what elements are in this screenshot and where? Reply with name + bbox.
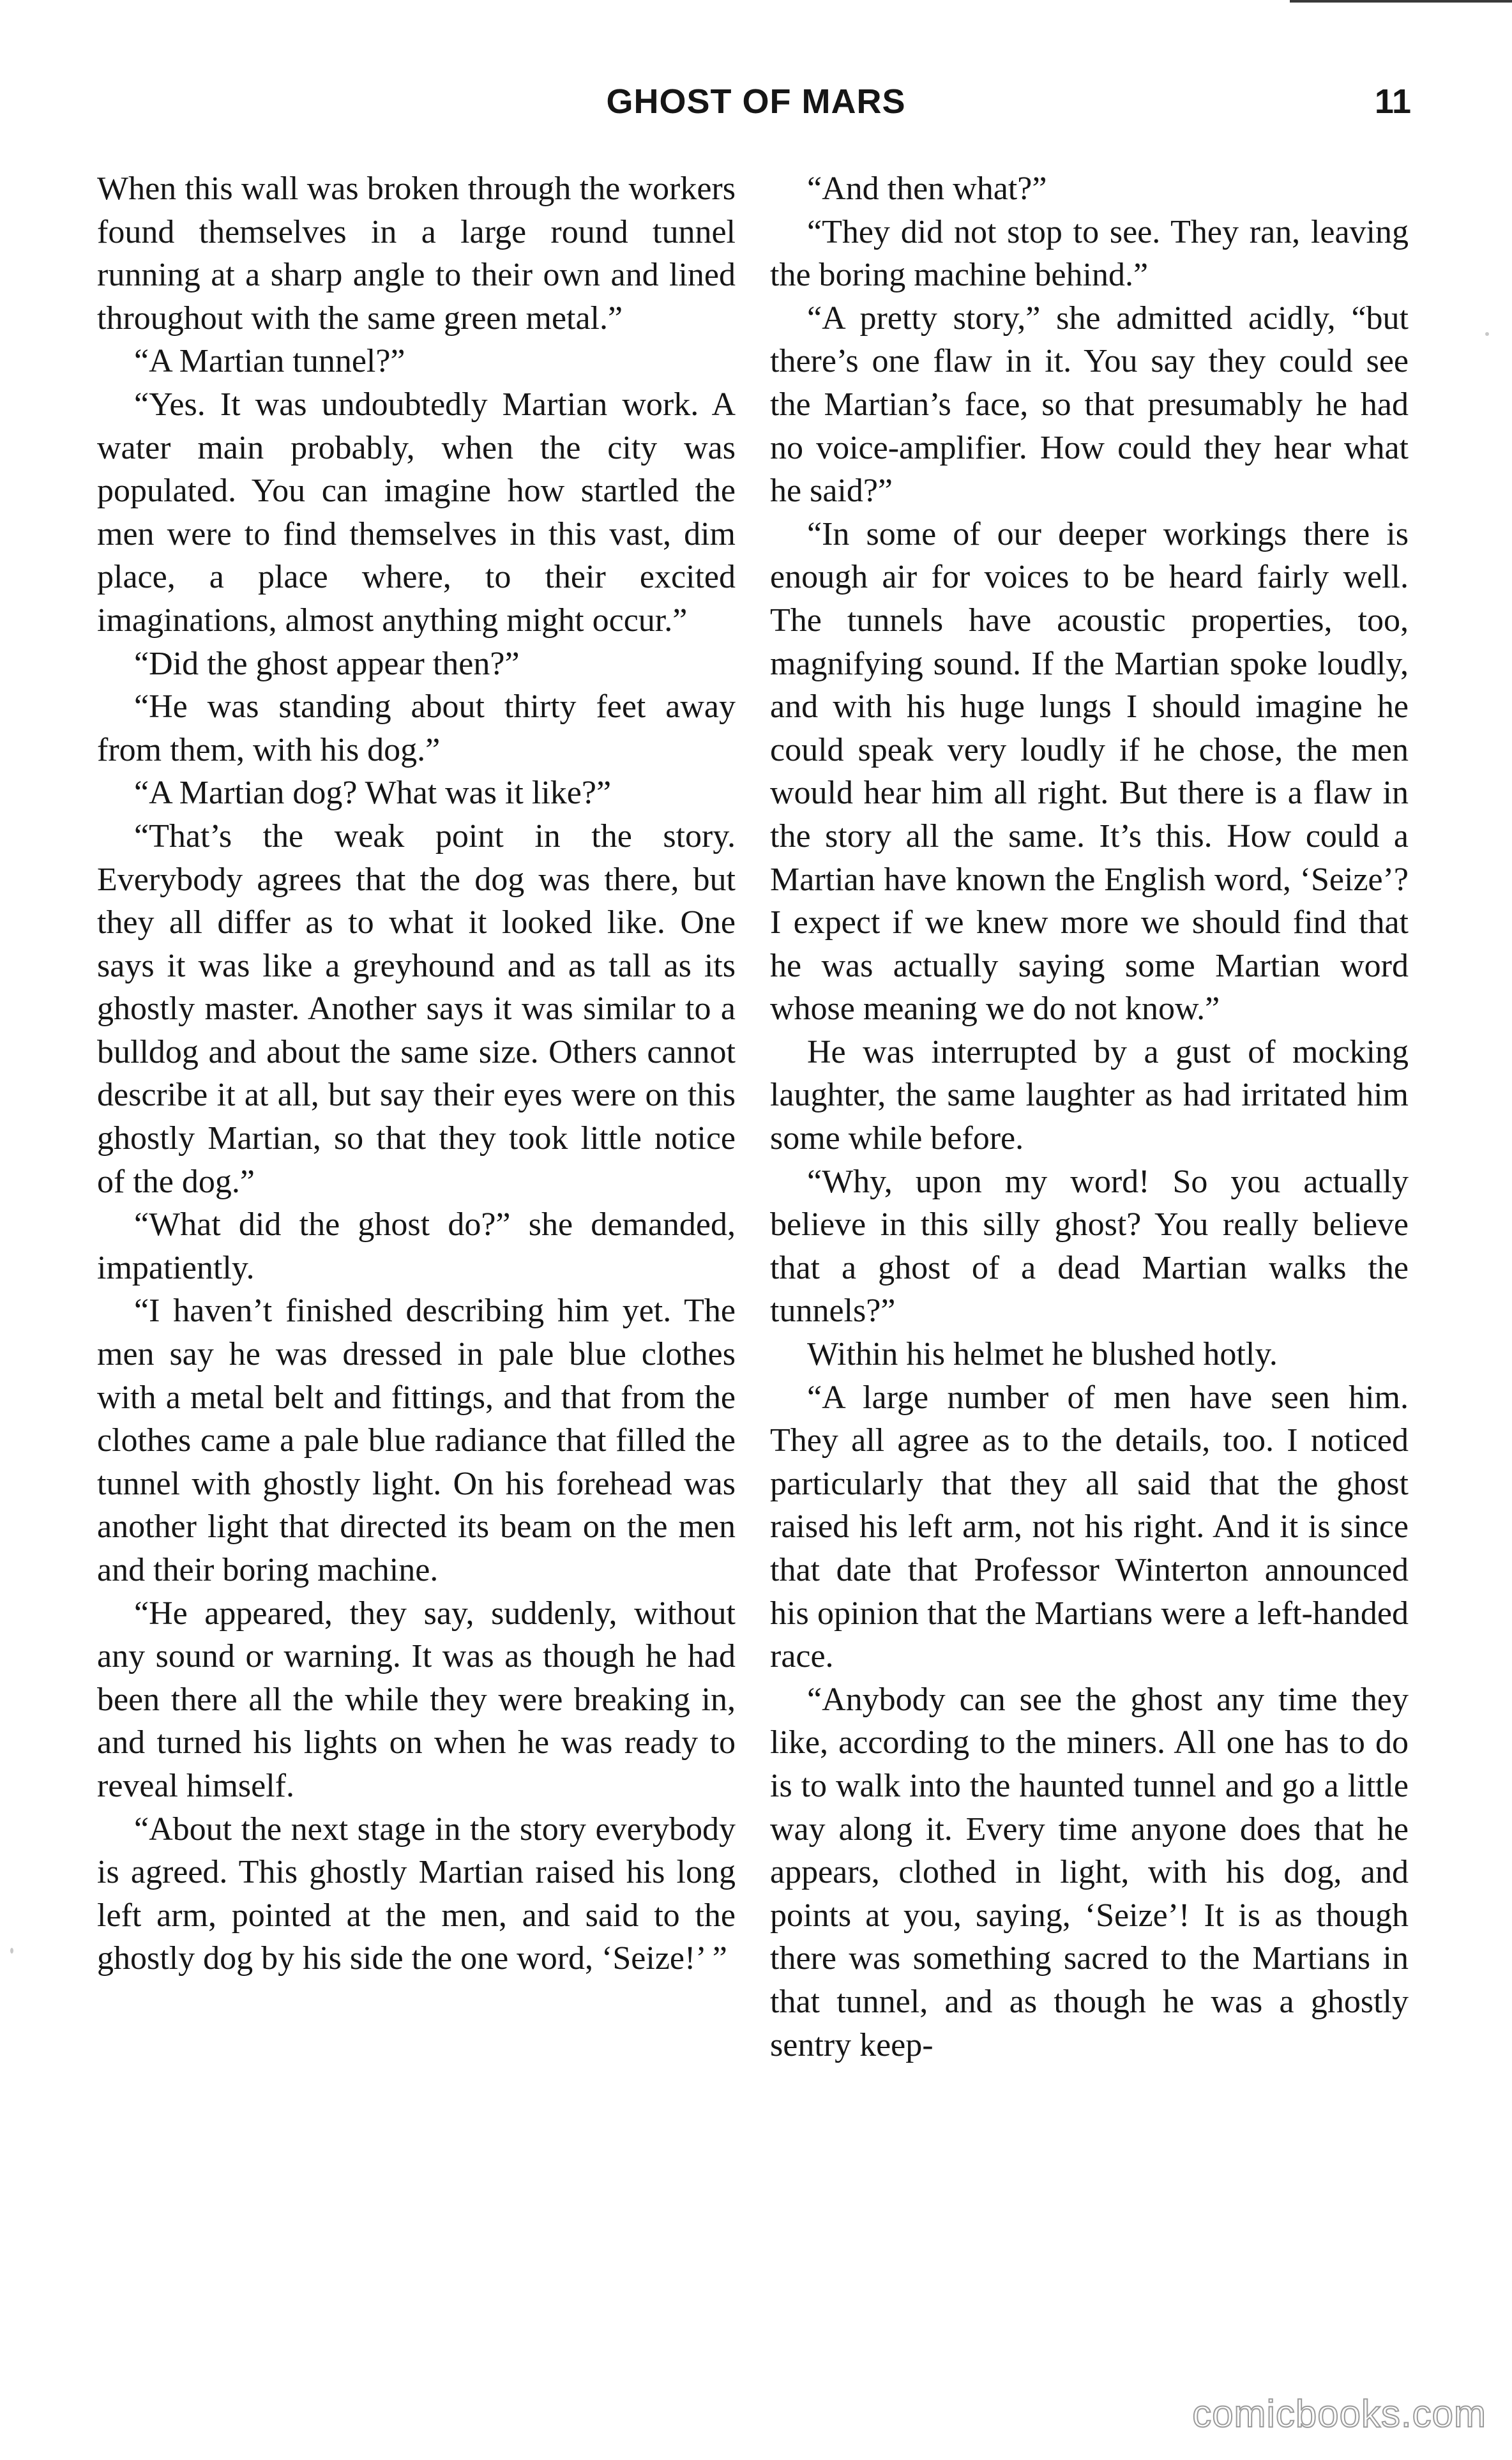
scan-speck — [1485, 332, 1489, 336]
left-column — [97, 167, 736, 1980]
paragraph: Within his helmet he blushed hotly. — [807, 1336, 1278, 1373]
paragraph: “Did the ghost appear then?” — [134, 645, 520, 682]
running-head — [0, 82, 1512, 126]
paragraph: “I haven’t finished describing him yet. The men say he was dressed in pale blue clothes with a metal belt and fittings, and that from the clothes came a pale blue radiance that filled the tunnel with ghostly light. On his forehead was another light that directed its beam on the men and their boring machine. — [97, 1293, 736, 1588]
paragraph: “They did not stop to see. They ran, leaving the boring machine behind.” — [770, 213, 1409, 294]
paragraph: “About the next stage in the story everybody is agreed. This ghostly Martian raised his long left arm, pointed at the men, and said to the ghostly dog by his side the one word, ‘Seize!’ ” — [97, 1811, 736, 1977]
right-column — [770, 167, 1409, 2067]
paragraph: “In some of our deeper workings there is enough air for voices to be heard fairly well. The tunnels have acoustic properties, too, magnifying sound. If the Martian spoke loudly, and with his huge lungs I should imagine he could speak very loudly if he chose, the men would hear him all right. But there is a flaw in the story all the same. It’s this. How could a Martian have known the English word, ‘Seize’? I expect if we knew more we should find that he was actually saying some Martian word whose meaning we do not know.” — [770, 515, 1409, 1028]
paragraph: “Why, upon my word! So you actually believe in this silly ghost? You really believe that a ghost of a dead Martian walks the tunnels?” — [770, 1163, 1409, 1330]
paragraph: “He was standing about thirty feet away from them, with his dog.” — [97, 688, 736, 768]
paragraph: “What did the ghost do?” she demanded, impatiently. — [97, 1206, 736, 1286]
paragraph: “Yes. It was undoubtedly Martian work. A water main probably, when the city was populated. You can imagine how startled the men were to find themselves in this vast, dim place, a place where, to their excited imaginations, almost anything might occur.” — [97, 386, 736, 639]
paragraph: “A Martian tunnel?” — [134, 343, 405, 380]
paragraph: When this wall was broken through the workers found themselves in a large round tunnel running at a sharp angle to their own and lined throughout with the same green metal.” — [97, 171, 736, 337]
paragraph: “He appeared, they say, suddenly, without any sound or warning. It was as though he had been there all the while they were breaking in, and turned his lights on when he was ready to reveal himself. — [97, 1595, 736, 1804]
scan-speck — [10, 1948, 13, 1954]
watermark: comicbooks.com — [1192, 2392, 1486, 2435]
paragraph: “And then what?” — [807, 171, 1047, 207]
paragraph: “A large number of men have seen him. They all agree as to the details, too. I noticed particularly that they all said that the ghost raised his left arm, not his right. And it is since that date that Professor Winterton announced his opinion that the Martians were a left-handed race. — [770, 1379, 1409, 1675]
paragraph: “A Martian dog? What was it like?” — [134, 775, 612, 812]
paragraph: “That’s the weak point in the story. Everybody agrees that the dog was there, but they all differ as to what it looked like. One says it was like a greyhound and as tall as its ghostly master. Another says it was similar to a bulldog and about the same size. Others cannot describe it at all, but say their eyes were on this ghostly Martian, so that they took little notice of the dog.” — [97, 817, 736, 1200]
scan-edge-rule — [1290, 0, 1512, 3]
paragraph: He was interrupted by a gust of mocking laughter, the same laughter as had irritated him some while before. — [770, 1033, 1409, 1157]
page-number: 11 — [1374, 82, 1411, 121]
paragraph: “A pretty story,” she admitted acidly, “but there’s one flaw in it. You say they could see the Martian’s face, so that presumably he had no voice-amplifier. How could they hear what he said?” — [770, 300, 1409, 510]
paragraph: “Anybody can see the ghost any time they like, according to the miners. All one has to do is to walk into the haunted tunnel and go a little way along it. Every time anyone does that he appears, clothed in light, with his dog, and points at you, saying, ‘Seize’! It is as though there was something sacred to the Martians in that tunnel, and as though he was a ghostly sentry keep- — [770, 1681, 1409, 2063]
running-head-title: GHOST OF MARS — [606, 82, 906, 121]
